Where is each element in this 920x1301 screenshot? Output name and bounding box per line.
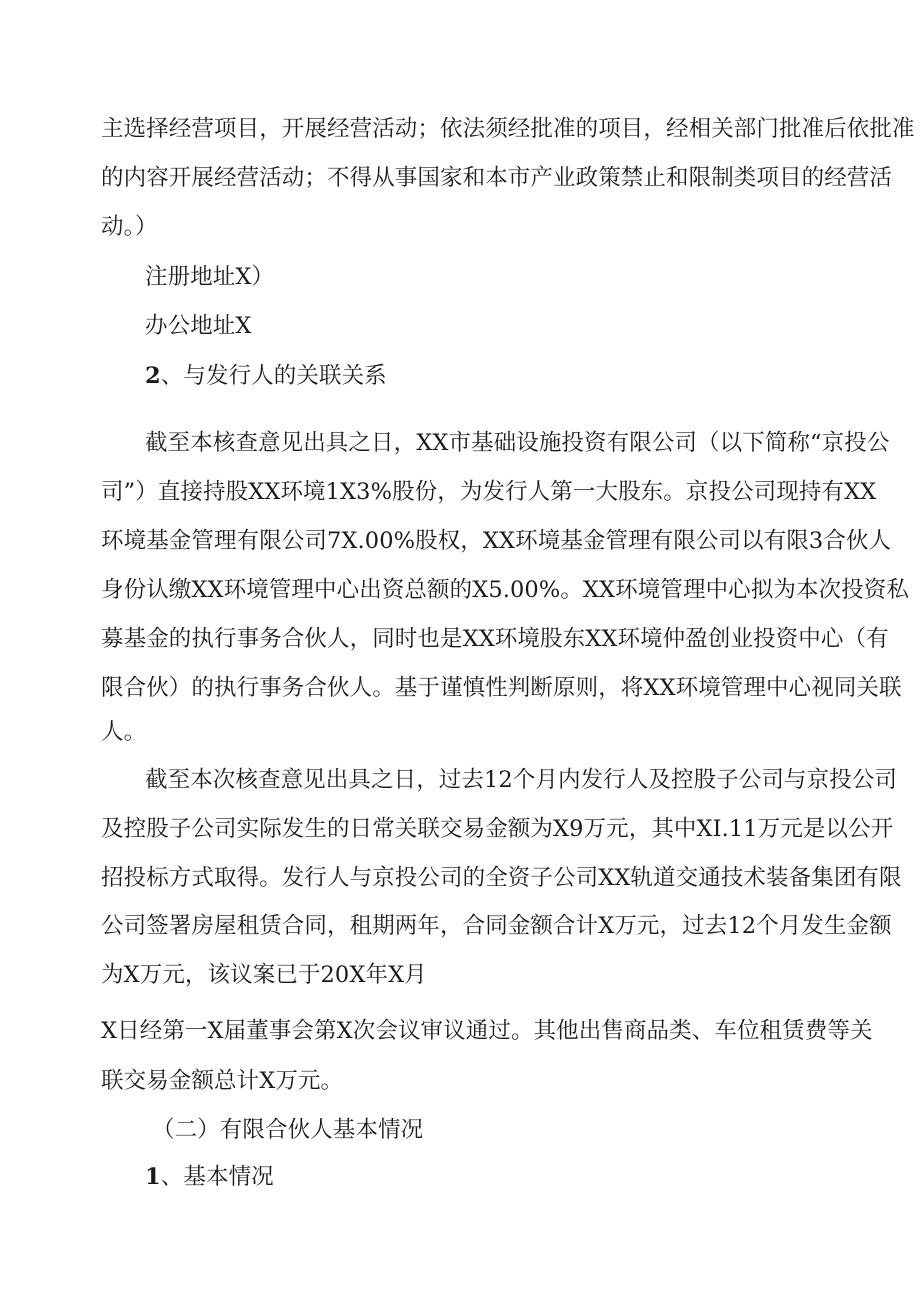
- registered-address: 注册地址X）: [145, 264, 275, 290]
- relation-line-1: 截至本核查意见出具之日，XX市基础设施投资有限公司（以下简称“京投公: [145, 430, 890, 456]
- transaction-line-4: 公司签署房屋租赁合同，租期两年，合同金额合计X万元，过去12个月发生金额: [101, 913, 892, 939]
- approval-line-1: X日经第一X届董事会第X次会议审议通过。其他出售商品类、车位租赁费等关: [101, 1018, 873, 1044]
- relation-line-3: 环境基金管理有限公司7X.00%股权，XX环境基金管理有限公司以有限3合伙人: [101, 528, 892, 554]
- section-2-title: 、与发行人的关联关系: [160, 363, 387, 389]
- relation-line-6: 限合伙）的执行事务合伙人。基于谨慎性判断原则，将XX环境管理中心视同关联: [101, 675, 902, 701]
- transaction-line-3: 招投标方式取得。发行人与京投公司的全资子公司XX轨道交通技术装备集团有限: [101, 865, 902, 891]
- transaction-line-5: 为X万元，该议案已于20X年X月: [101, 962, 427, 988]
- subsection-1-heading: [145, 1162, 821, 1192]
- subsection-1-title: 、基本情况: [160, 1164, 274, 1190]
- approval-line-2: 联交易金额总计X万元。: [101, 1068, 344, 1094]
- scope-line-3: 动。）: [101, 214, 158, 240]
- section-ii-heading: （二）有限合伙人基本情况: [152, 1117, 424, 1143]
- office-address: 办公地址X: [145, 313, 252, 339]
- transaction-line-1: 截至本次核查意见出具之日，过去12个月内发行人及控股子公司与京投公司: [145, 767, 898, 793]
- relation-line-5: 募基金的执行事务合伙人，同时也是XX环境股东XX环境仲盈创业投资中心（有: [101, 626, 889, 652]
- scope-line-1: 主选择经营项目，开展经营活动；依法须经批准的项目，经相关部门批准后依批准: [101, 116, 915, 142]
- relation-line-2: 司”）直接持股XX环境1X3%股份，为发行人第一大股东。京投公司现持有XX: [101, 479, 877, 505]
- relation-line-4: 身份认缴XX环境管理中心出资总额的X5.00%。XX环境管理中心拟为本次投资私: [101, 577, 909, 603]
- transaction-line-2: 及控股子公司实际发生的日常关联交易金额为X9万元，其中XI.11万元是以公开: [101, 816, 894, 842]
- scope-line-2: 的内容开展经营活动；不得从事国家和本市产业政策禁止和限制类项目的经营活: [101, 165, 893, 191]
- relation-line-7: 人。: [101, 719, 147, 745]
- section-2-heading: [145, 361, 821, 391]
- section-2-number: 2: [145, 363, 161, 389]
- subsection-1-number: 1: [145, 1164, 161, 1190]
